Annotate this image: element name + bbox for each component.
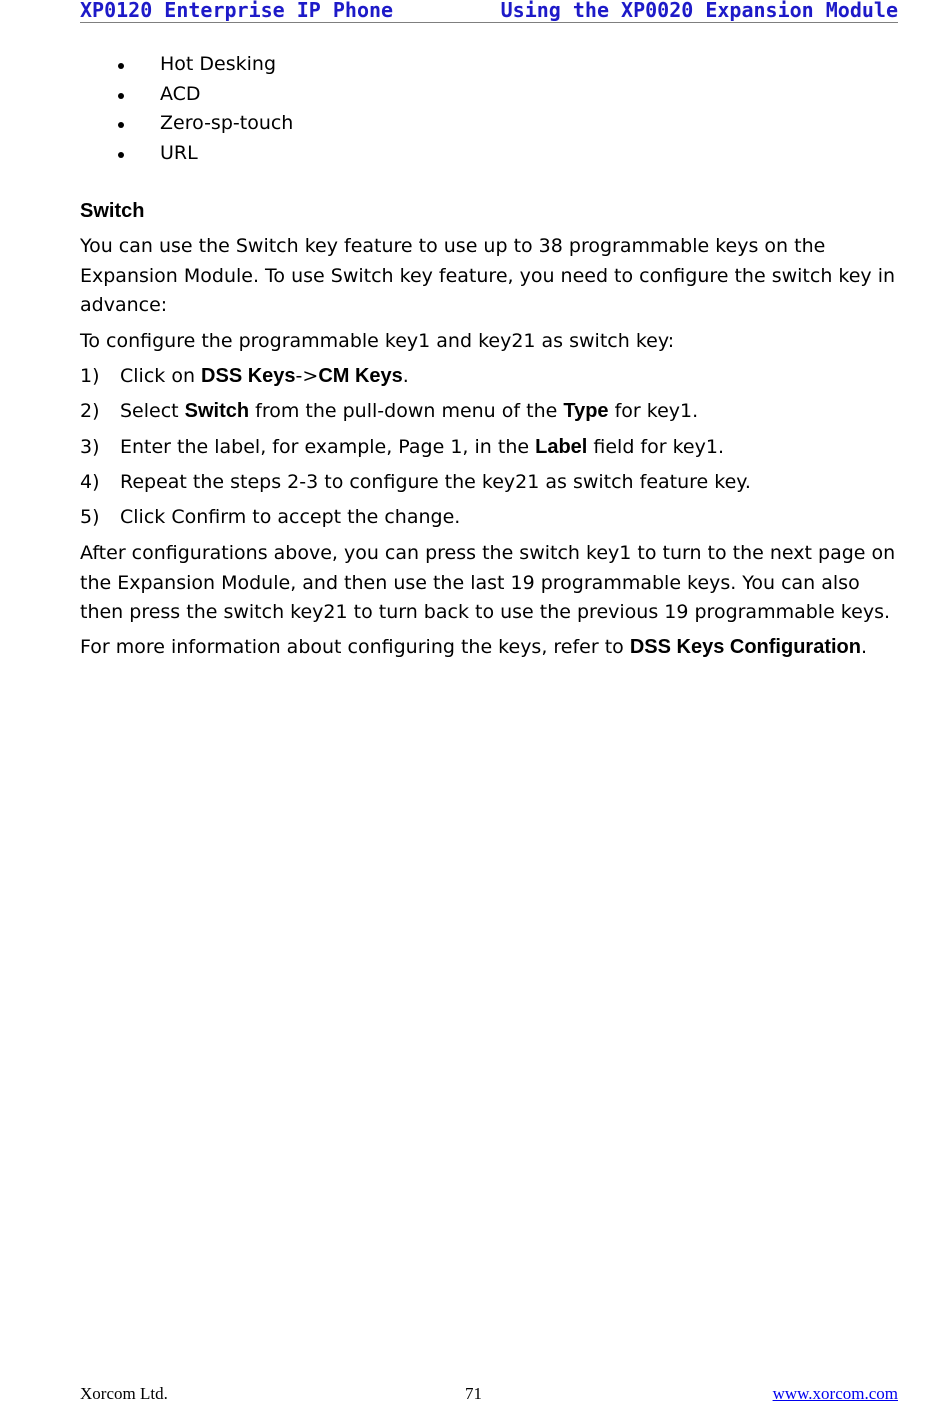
step-item: 3) Enter the label, for example, Page 1, in the Label field for key1. (80, 433, 751, 468)
list-item: ACD (118, 82, 293, 112)
bullet-icon (118, 122, 124, 128)
page-footer (80, 1384, 898, 1406)
website-link[interactable]: www.xorcom.com (772, 1384, 898, 1403)
step-number: 4) (80, 470, 100, 493)
bullet-icon (118, 63, 124, 69)
step-item: 2) Select Switch from the pull-down menu of the Type for key1. (80, 397, 751, 432)
feature-bullet-list (118, 52, 293, 170)
steps-list (80, 362, 751, 538)
step-item: 5) Click Confirm to accept the change. (80, 503, 751, 538)
step-number: 5) (80, 506, 100, 529)
more-info-paragraph: For more information about configuring the keys, refer to DSS Keys Configuration. (80, 636, 868, 658)
step-item: 4) Repeat the steps 2-3 to configure the key21 as switch feature key. (80, 468, 751, 503)
list-item: Zero-sp-touch (118, 111, 293, 141)
intro-paragraph: You can use the Switch key feature to use up to 38 programmable keys on the Expansion Module. To use Switch key feature, you need to configure the switch key in advance: (80, 235, 896, 317)
result-paragraph: After configurations above, you can press the switch key1 to turn to the next page on the Expansion Module, and then use the last 19 programmable keys. You can also then press the switch key21 to turn back to use the previous 19 programmable keys. (80, 542, 896, 624)
step-number: 2) (80, 400, 100, 423)
configure-intro-paragraph: To configure the programmable key1 and key21 as switch key: (80, 330, 675, 352)
bullet-icon (118, 152, 124, 158)
list-item: Hot Desking (118, 52, 293, 82)
page-number: 71 (465, 1384, 482, 1403)
bullet-icon (118, 93, 124, 99)
list-item: URL (118, 141, 293, 171)
header-chapter-title: Using the XP0020 Expansion Module (500, 0, 898, 22)
footer-company: Xorcom Ltd. (80, 1384, 168, 1403)
step-number: 3) (80, 435, 100, 458)
page-header (80, 0, 898, 23)
step-number: 1) (80, 365, 100, 387)
step-item: 1) Click on DSS Keys->CM Keys. (80, 362, 751, 397)
header-product-title: XP0120 Enterprise IP Phone (80, 0, 394, 22)
section-heading: Switch (80, 200, 145, 222)
dss-keys-configuration-reference: DSS Keys Configuration (629, 636, 861, 658)
